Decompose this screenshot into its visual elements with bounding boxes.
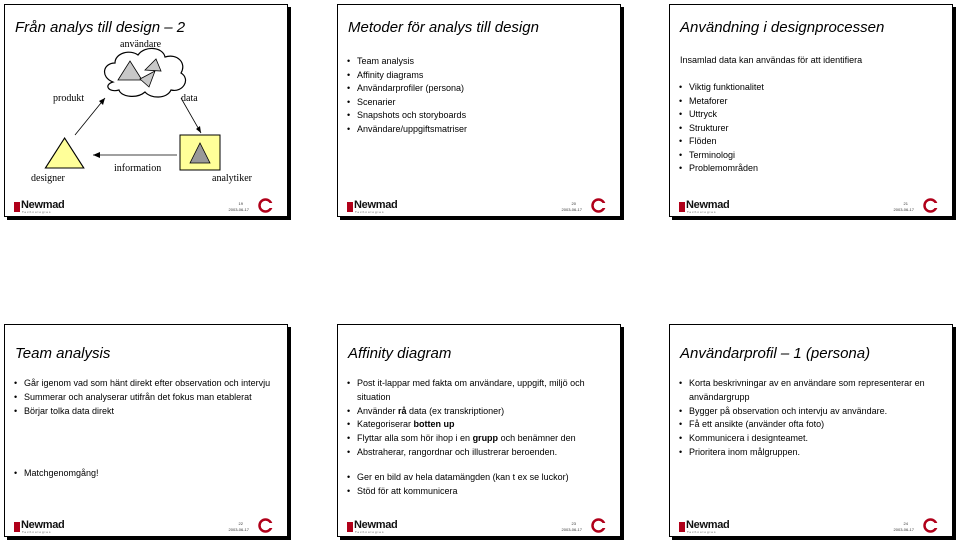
list-item: • Flyttar alla som hör ihop i en grupp och benämner den [346, 432, 612, 446]
user-cloud-icon [105, 48, 186, 97]
list-item: • Abstraherar, rangordnar och illustrerar beroenden. [346, 446, 612, 460]
list-item: • Strukturer [678, 122, 944, 136]
newmad-logo: Newmad Technologies [14, 199, 70, 213]
team-analysis-list [13, 377, 279, 418]
c-logo-icon [591, 198, 606, 213]
list-item: • Stöd för att kommunicera [346, 485, 612, 499]
label-anvandare: användare [120, 39, 162, 50]
list-item: • Kategoriserar botten up [346, 418, 612, 432]
slide-21 [669, 4, 953, 217]
persona-list [678, 377, 944, 460]
slide-date: 2003-06-17 [893, 207, 914, 212]
slide-date: 2003-06-17 [893, 527, 914, 532]
list-item: • Korta beskrivningar av en användare som representerar en användargrupp [678, 377, 944, 405]
list-item: • Uttryck [678, 108, 944, 122]
list-item: • Post it-lappar med fakta om användare, uppgift, miljö och situation [346, 377, 612, 405]
page-number: 22 [238, 521, 243, 526]
designer-triangle-icon [45, 138, 83, 168]
slide-title: Från analys till design – 2 [15, 19, 186, 36]
list-item: • Affinity diagrams [346, 69, 612, 83]
list-item: • Använder rå data (ex transkriptioner) [346, 405, 612, 419]
label-analytiker: analytiker [212, 173, 252, 184]
c-logo-icon [258, 198, 273, 213]
list-item: • Kommunicera i designteamet. [678, 432, 944, 446]
label-information: information [114, 163, 162, 174]
c-logo-icon [258, 518, 273, 533]
list-item: • Team analysis [346, 55, 612, 69]
newmad-logo: Newmad Technologies [679, 199, 735, 213]
list-item: • Metaforer [678, 95, 944, 109]
slide-date: 2003-06-17 [561, 207, 582, 212]
list-item: • Ger en bild av hela datamängden (kan t ex se luckor) [346, 471, 612, 485]
intro-text: Insamlad data kan användas för att identifiera [680, 55, 863, 65]
slide-19 [4, 4, 288, 217]
slide-20 [337, 4, 621, 217]
slide-date: 2003-06-17 [228, 527, 249, 532]
slide-footer [338, 514, 620, 536]
c-logo-icon [923, 518, 938, 533]
slide-title: Affinity diagram [348, 345, 452, 362]
affinity-list [346, 377, 612, 460]
slide-22 [4, 324, 288, 537]
list-item: • Få ett ansikte (använder ofta foto) [678, 418, 944, 432]
list-item: • Börjar tolka data direkt [13, 405, 279, 419]
list-item: • Matchgenomgång! [13, 467, 279, 481]
list-item: • Snapshots och storyboards [346, 109, 612, 123]
methods-list [346, 55, 612, 136]
page-number: 21 [903, 201, 908, 206]
affinity-list-2 [346, 471, 612, 499]
slide-footer [670, 514, 952, 536]
page-number: 20 [571, 201, 576, 206]
newmad-logo: Newmad Technologies [679, 519, 735, 533]
list-item: • Användarprofiler (persona) [346, 82, 612, 96]
usage-list [678, 81, 944, 176]
list-item: • Terminologi [678, 149, 944, 163]
team-analysis-list-2 [13, 467, 279, 481]
slide-date: 2003-06-17 [561, 527, 582, 532]
list-item: • Viktig funktionalitet [678, 81, 944, 95]
page-number: 24 [903, 521, 908, 526]
slide-date: 2003-06-17 [228, 207, 249, 212]
slide-24 [669, 324, 953, 537]
slide-title: Team analysis [15, 345, 111, 362]
newmad-logo: Newmad Technologies [14, 519, 70, 533]
c-logo-icon [923, 198, 938, 213]
c-logo-icon [591, 518, 606, 533]
list-item: • Problemområden [678, 162, 944, 176]
label-data: data [181, 93, 198, 104]
label-designer: designer [31, 173, 65, 184]
page-number: 23 [571, 521, 576, 526]
slide-title: Användning i designprocessen [680, 19, 885, 36]
slide-footer [670, 194, 952, 216]
list-item: • Flöden [678, 135, 944, 149]
list-item: • Bygger på observation och intervju av användare. [678, 405, 944, 419]
slide-footer [338, 194, 620, 216]
newmad-logo: Newmad Technologies [347, 199, 403, 213]
list-item: • Scenarier [346, 96, 612, 110]
slide-footer [5, 514, 287, 536]
slide-title: Metoder för analys till design [348, 19, 539, 36]
slide-23 [337, 324, 621, 537]
list-item: • Prioritera inom målgruppen. [678, 446, 944, 460]
newmad-logo: Newmad Technologies [347, 519, 403, 533]
slide-footer [5, 194, 287, 216]
slide-title: Användarprofil – 1 (persona) [680, 345, 871, 362]
list-item: • Summerar och analyserar utifrån det fokus man etablerat [13, 391, 279, 405]
label-produkt: produkt [53, 93, 85, 104]
list-item: • Går igenom vad som hänt direkt efter observation och intervju [13, 377, 279, 391]
page-number: 19 [238, 201, 243, 206]
list-item: • Användare/uppgiftsmatriser [346, 123, 612, 137]
